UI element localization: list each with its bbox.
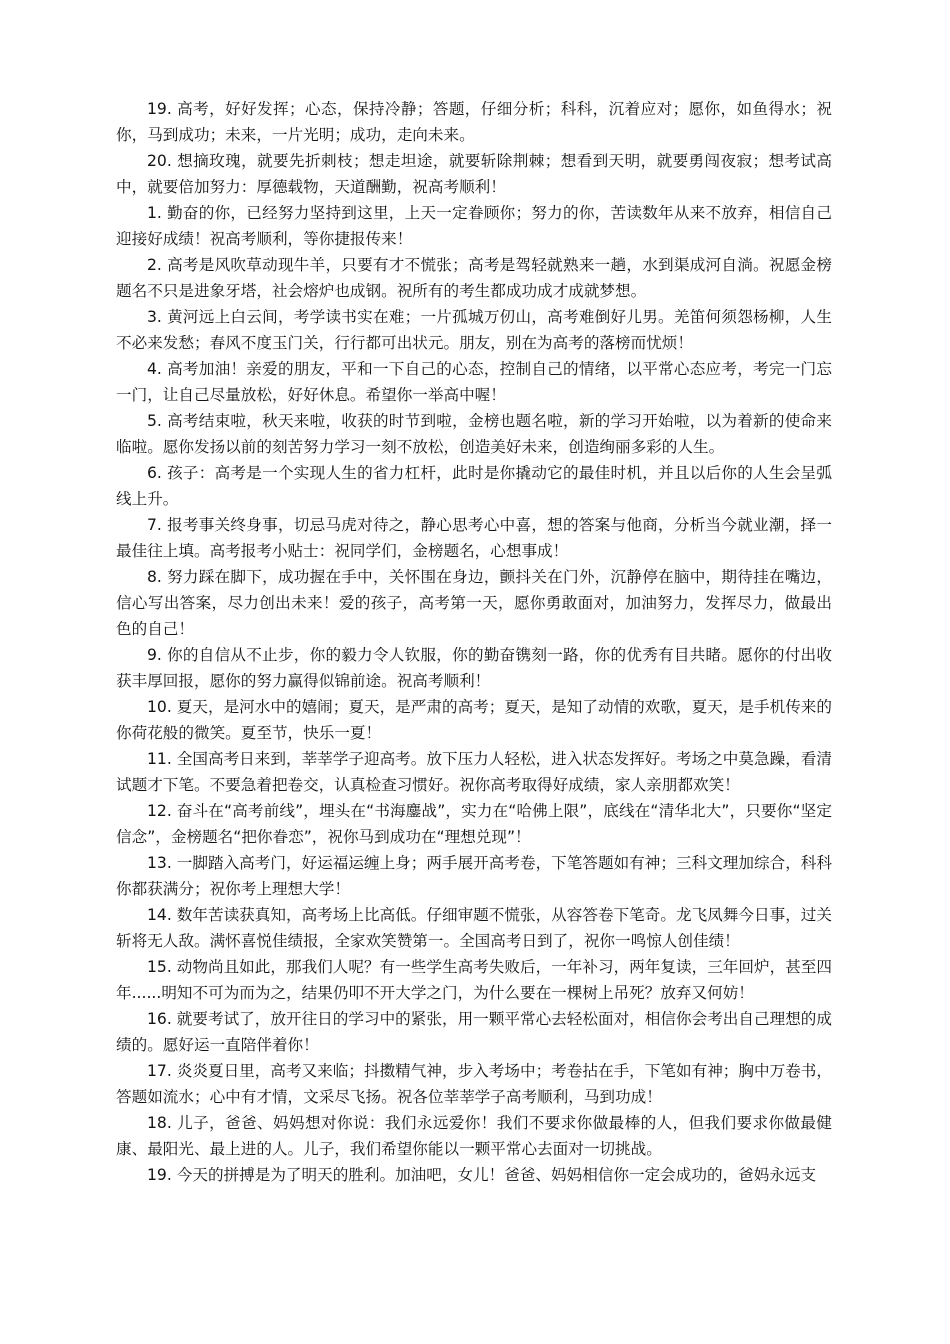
paragraph-10: 10. 夏天，是河水中的嬉闹；夏天，是严肃的高考；夏天，是知了动情的欢歌，夏天，是手机传来的你荷花般的微笑。夏至节，快乐一夏！ — [116, 698, 832, 742]
paragraph-16: 16. 就要考试了，放开往日的学习中的紧张，用一颗平常心去轻松面对，相信你会考出自己理想的成绩的。愿好运一直陪伴着你！ — [116, 1010, 832, 1054]
paragraph-4: 4. 高考加油！亲爱的朋友，平和一下自己的心态，控制自己的情绪，以平常心态应考，考完一门忘一门，让自己尽量放松，好好休息。希望你一举高中喔！ — [116, 360, 832, 404]
paragraph-9: 9. 你的自信从不止步，你的毅力令人钦服，你的勤奋镌刻一路，你的优秀有目共睹。愿你的付出收获丰厚回报，愿你的努力赢得似锦前途。祝高考顺利！ — [116, 646, 832, 690]
paragraph-19b: 19. 今天的拼搏是为了明天的胜利。加油吧，女儿！爸爸、妈妈相信你一定会成功的，爸妈永远支 — [147, 1166, 817, 1184]
paragraph-1: 1. 勤奋的你，已经努力坚持到这里，上天一定眷顾你；努力的你，苦读数年从来不放弃，相信自己迎接好成绩！祝高考顺利，等你捷报传来！ — [116, 204, 832, 248]
paragraph-18: 18. 儿子，爸爸、妈妈想对你说：我们永远爱你！我们不要求你做最棒的人，但我们要求你做最健康、最阳光、最上进的人。儿子，我们希望你能以一颗平常心去面对一切挑战。 — [116, 1114, 832, 1158]
paragraph-7: 7. 报考事关终身事，切忌马虎对待之，静心思考心中喜，想的答案与他商，分析当今就业潮，择一最佳往上填。高考报考小贴士：祝同学们，金榜题名，心想事成！ — [116, 516, 832, 560]
paragraph-6: 6. 孩子：高考是一个实现人生的省力杠杆，此时是你撬动它的最佳时机，并且以后你的人生会呈弧线上升。 — [116, 464, 832, 508]
paragraph-12: 12. 奋斗在“高考前线”，埋头在“书海鏖战”，实力在“哈佛上限”，底线在“清华北大”，只要你“坚定信念”，金榜题名“把你眷恋”，祝你马到成功在“理想兑现”！ — [116, 802, 832, 846]
paragraph-17: 17. 炎炎夏日里，高考又来临；抖擞精气神，步入考场中；考卷拈在手，下笔如有神；胸中万卷书，答题如流水；心中有才情，文采尽飞扬。祝各位莘莘学子高考顺利，马到功成！ — [116, 1062, 832, 1106]
paragraph-2: 2. 高考是风吹草动现牛羊，只要有才不慌张；高考是驾轻就熟来一趟，水到渠成河自淌。祝愿金榜题名不只是进象牙塔，社会熔炉也成钢。祝所有的考生都成功成才成就梦想。 — [116, 256, 832, 300]
paragraph-11: 11. 全国高考日来到，莘莘学子迎高考。放下压力人轻松，进入状态发挥好。考场之中莫急躁，看清试题才下笔。不要急着把卷交，认真检查习惯好。祝你高考取得好成绩，家人亲朋都欢笑！ — [116, 750, 832, 794]
paragraph-13: 13. 一脚踏入高考门，好运福运缠上身；两手展开高考卷，下笔答题如有神；三科文理加综合，科科你都获满分；祝你考上理想大学！ — [116, 854, 832, 898]
paragraph-3: 3. 黄河远上白云间，考学读书实在难；一片孤城万仞山，高考难倒好儿男。羌笛何须怨杨柳，人生不必来发愁；春风不度玉门关，行行都可出状元。朋友，别在为高考的落榜而忧烦！ — [116, 308, 832, 352]
paragraph-8: 8. 努力踩在脚下，成功握在手中，关怀围在身边，颤抖关在门外，沉静停在脑中，期待挂在嘴边，信心写出答案，尽力创出未来！爱的孩子，高考第一天，愿你勇敢面对，加油努力，发挥尽力，做最出色的自己！ — [116, 568, 832, 638]
paragraph-19a: 19. 高考，好好发挥；心态，保持冷静；答题，仔细分析；科科，沉着应对；愿你，如鱼得水；祝你，马到成功；未来，一片光明；成功，走向未来。 — [116, 100, 832, 144]
paragraph-15: 15. 动物尚且如此，那我们人呢？有一些学生高考失败后，一年补习，两年复读，三年回炉，甚至四年......明知不可为而为之，结果仍叩不开大学之门，为什么要在一棵树上吊死？放弃又何妨！ — [116, 958, 832, 1002]
paragraph-14: 14. 数年苦读获真知，高考场上比高低。仔细审题不慌张，从容答卷下笔奇。龙飞凤舞今日事，过关斩将无人敌。满怀喜悦佳绩报，全家欢笑赞第一。全国高考日到了，祝你一鸣惊人创佳绩！ — [116, 906, 832, 950]
paragraph-5: 5. 高考结束啦，秋天来啦，收获的时节到啦，金榜也题名啦，新的学习开始啦，以为着新的使命来临啦。愿你发扬以前的刻苦努力学习一刻不放松，创造美好未来，创造绚丽多彩的人生。 — [116, 412, 832, 456]
paragraph-20: 20. 想摘玫瑰，就要先折刺枝；想走坦途，就要斩除荆棘；想看到天明，就要勇闯夜寂；想考试高中，就要倍加努力：厚德载物，天道酬勤，祝高考顺利！ — [116, 152, 832, 196]
document-page — [116, 96, 832, 1188]
